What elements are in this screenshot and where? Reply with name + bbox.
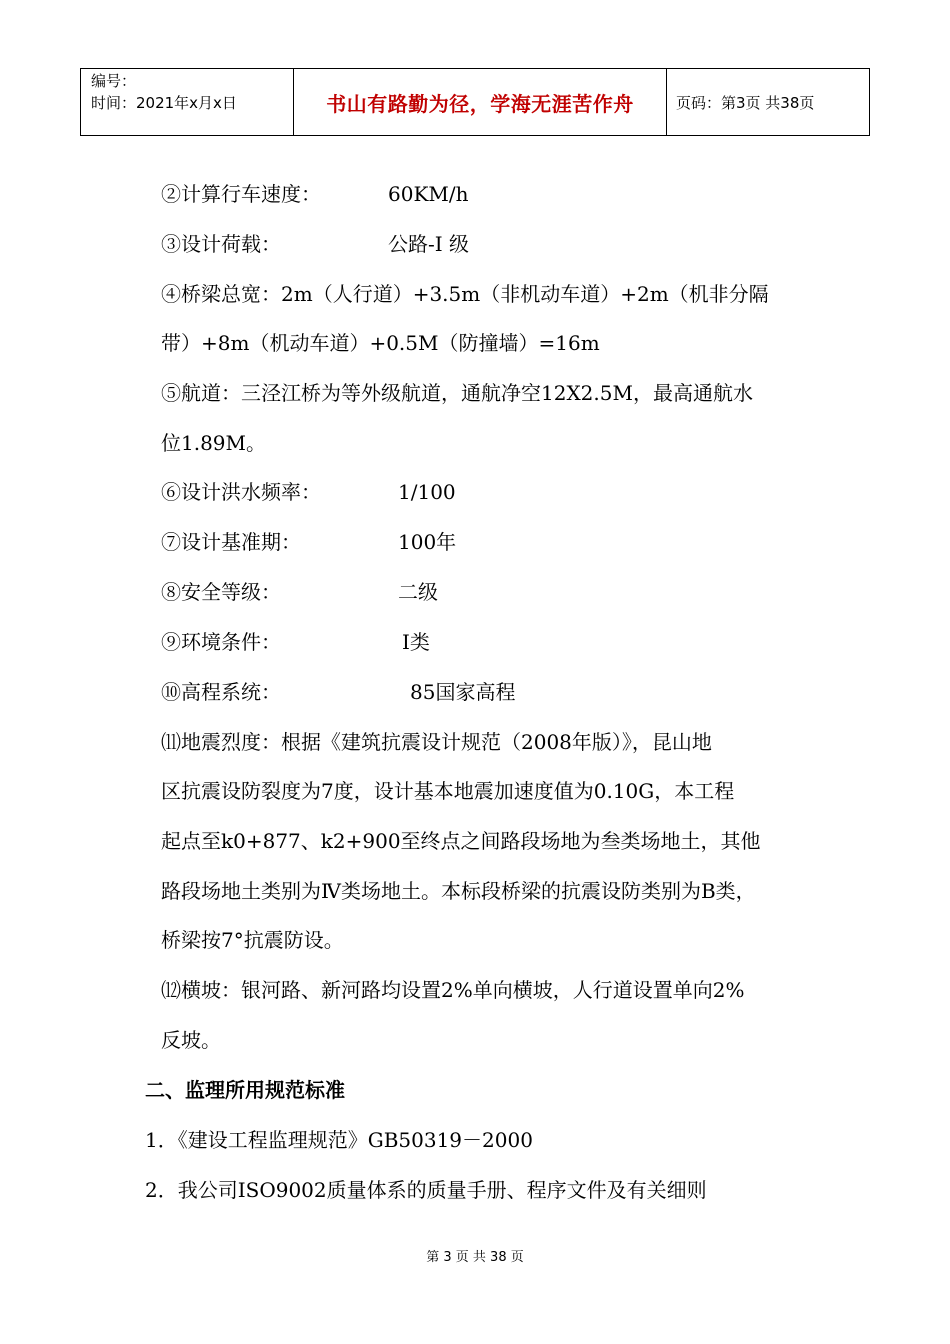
seismic-line-2: 区抗震设防裂度为7度，设计基本地震加速度值为0.10G，本工程 (161, 779, 735, 803)
page-footer: 第 3 页 共 38 页 (426, 1250, 524, 1265)
section-2-item-2: 2．我公司ISO9002质量体系的质量手册、程序文件及有关细则 (145, 1178, 707, 1202)
time-label: 时间：2021年x月x日 (91, 94, 237, 112)
item-design-period-value: 100年 (398, 530, 457, 554)
item-bridge-width-line-2: 带）+8m（机动车道）+0.5M（防撞墙）=16m (161, 331, 600, 355)
seismic-line-3: 起点至k0+877、k2+900至终点之间路段场地为叁类场地土，其他 (161, 829, 761, 853)
slope-line-1: ⑿横坡：银河路、新河路均设置2%单向横坡，人行道设置单向2% (161, 978, 745, 1002)
item-flood-frequency-label: ⑥设计洪水频率： (161, 480, 321, 504)
item-design-period-label: ⑦设计基准期： (161, 530, 301, 554)
seismic-line-5: 桥梁按7°抗震防设。 (161, 928, 344, 952)
item-waterway-line-2: 位1.89M。 (161, 431, 267, 455)
item-flood-frequency-value: 1/100 (398, 480, 456, 504)
header-motto-cell (294, 69, 667, 136)
item-elevation-system-label: ⑩高程系统： (161, 680, 281, 704)
item-safety-level-value: 二级 (398, 580, 438, 604)
header-meta-cell (81, 69, 294, 136)
section-2-item-1: 1．《建设工程监理规范》GB50319－2000 (145, 1128, 533, 1152)
item-design-speed-label: ②计算行车速度： (161, 182, 321, 206)
item-environment-value: Ⅰ类 (402, 630, 430, 654)
page-header (80, 68, 870, 136)
item-design-speed-value: 60KM/h (388, 182, 469, 206)
item-design-load-value: 公路-Ⅰ 级 (388, 232, 470, 256)
item-elevation-system-value: 85国家高程 (410, 680, 516, 704)
motto-text: 书山有路勤为径，学海无涯苦作舟 (326, 91, 634, 116)
seismic-line-1: ⑾地震烈度：根据《建筑抗震设计规范（2008年版）》，昆山地 (161, 730, 712, 754)
item-bridge-width-line-1: ④桥梁总宽：2m（人行道）+3.5m（非机动车道）+2m（机非分隔 (161, 282, 769, 306)
item-waterway-line-1: ⑤航道：三泾江桥为等外级航道，通航净空12X2.5M，最高通航水 (161, 381, 753, 405)
item-environment-label: ⑨环境条件： (161, 630, 281, 654)
page-code-text: 页码：第3页 共38页 (676, 93, 815, 112)
header-page-code-cell (667, 69, 870, 136)
number-label: 编号： (91, 72, 137, 90)
section-2-heading: 二、监理所用规范标准 (145, 1078, 345, 1102)
item-design-load-label: ③设计荷载： (161, 232, 281, 256)
slope-line-2: 反坡。 (161, 1028, 221, 1052)
seismic-line-4: 路段场地土类别为Ⅳ类场地土。本标段桥梁的抗震设防类别为B类， (161, 879, 756, 903)
item-safety-level-label: ⑧安全等级： (161, 580, 281, 604)
